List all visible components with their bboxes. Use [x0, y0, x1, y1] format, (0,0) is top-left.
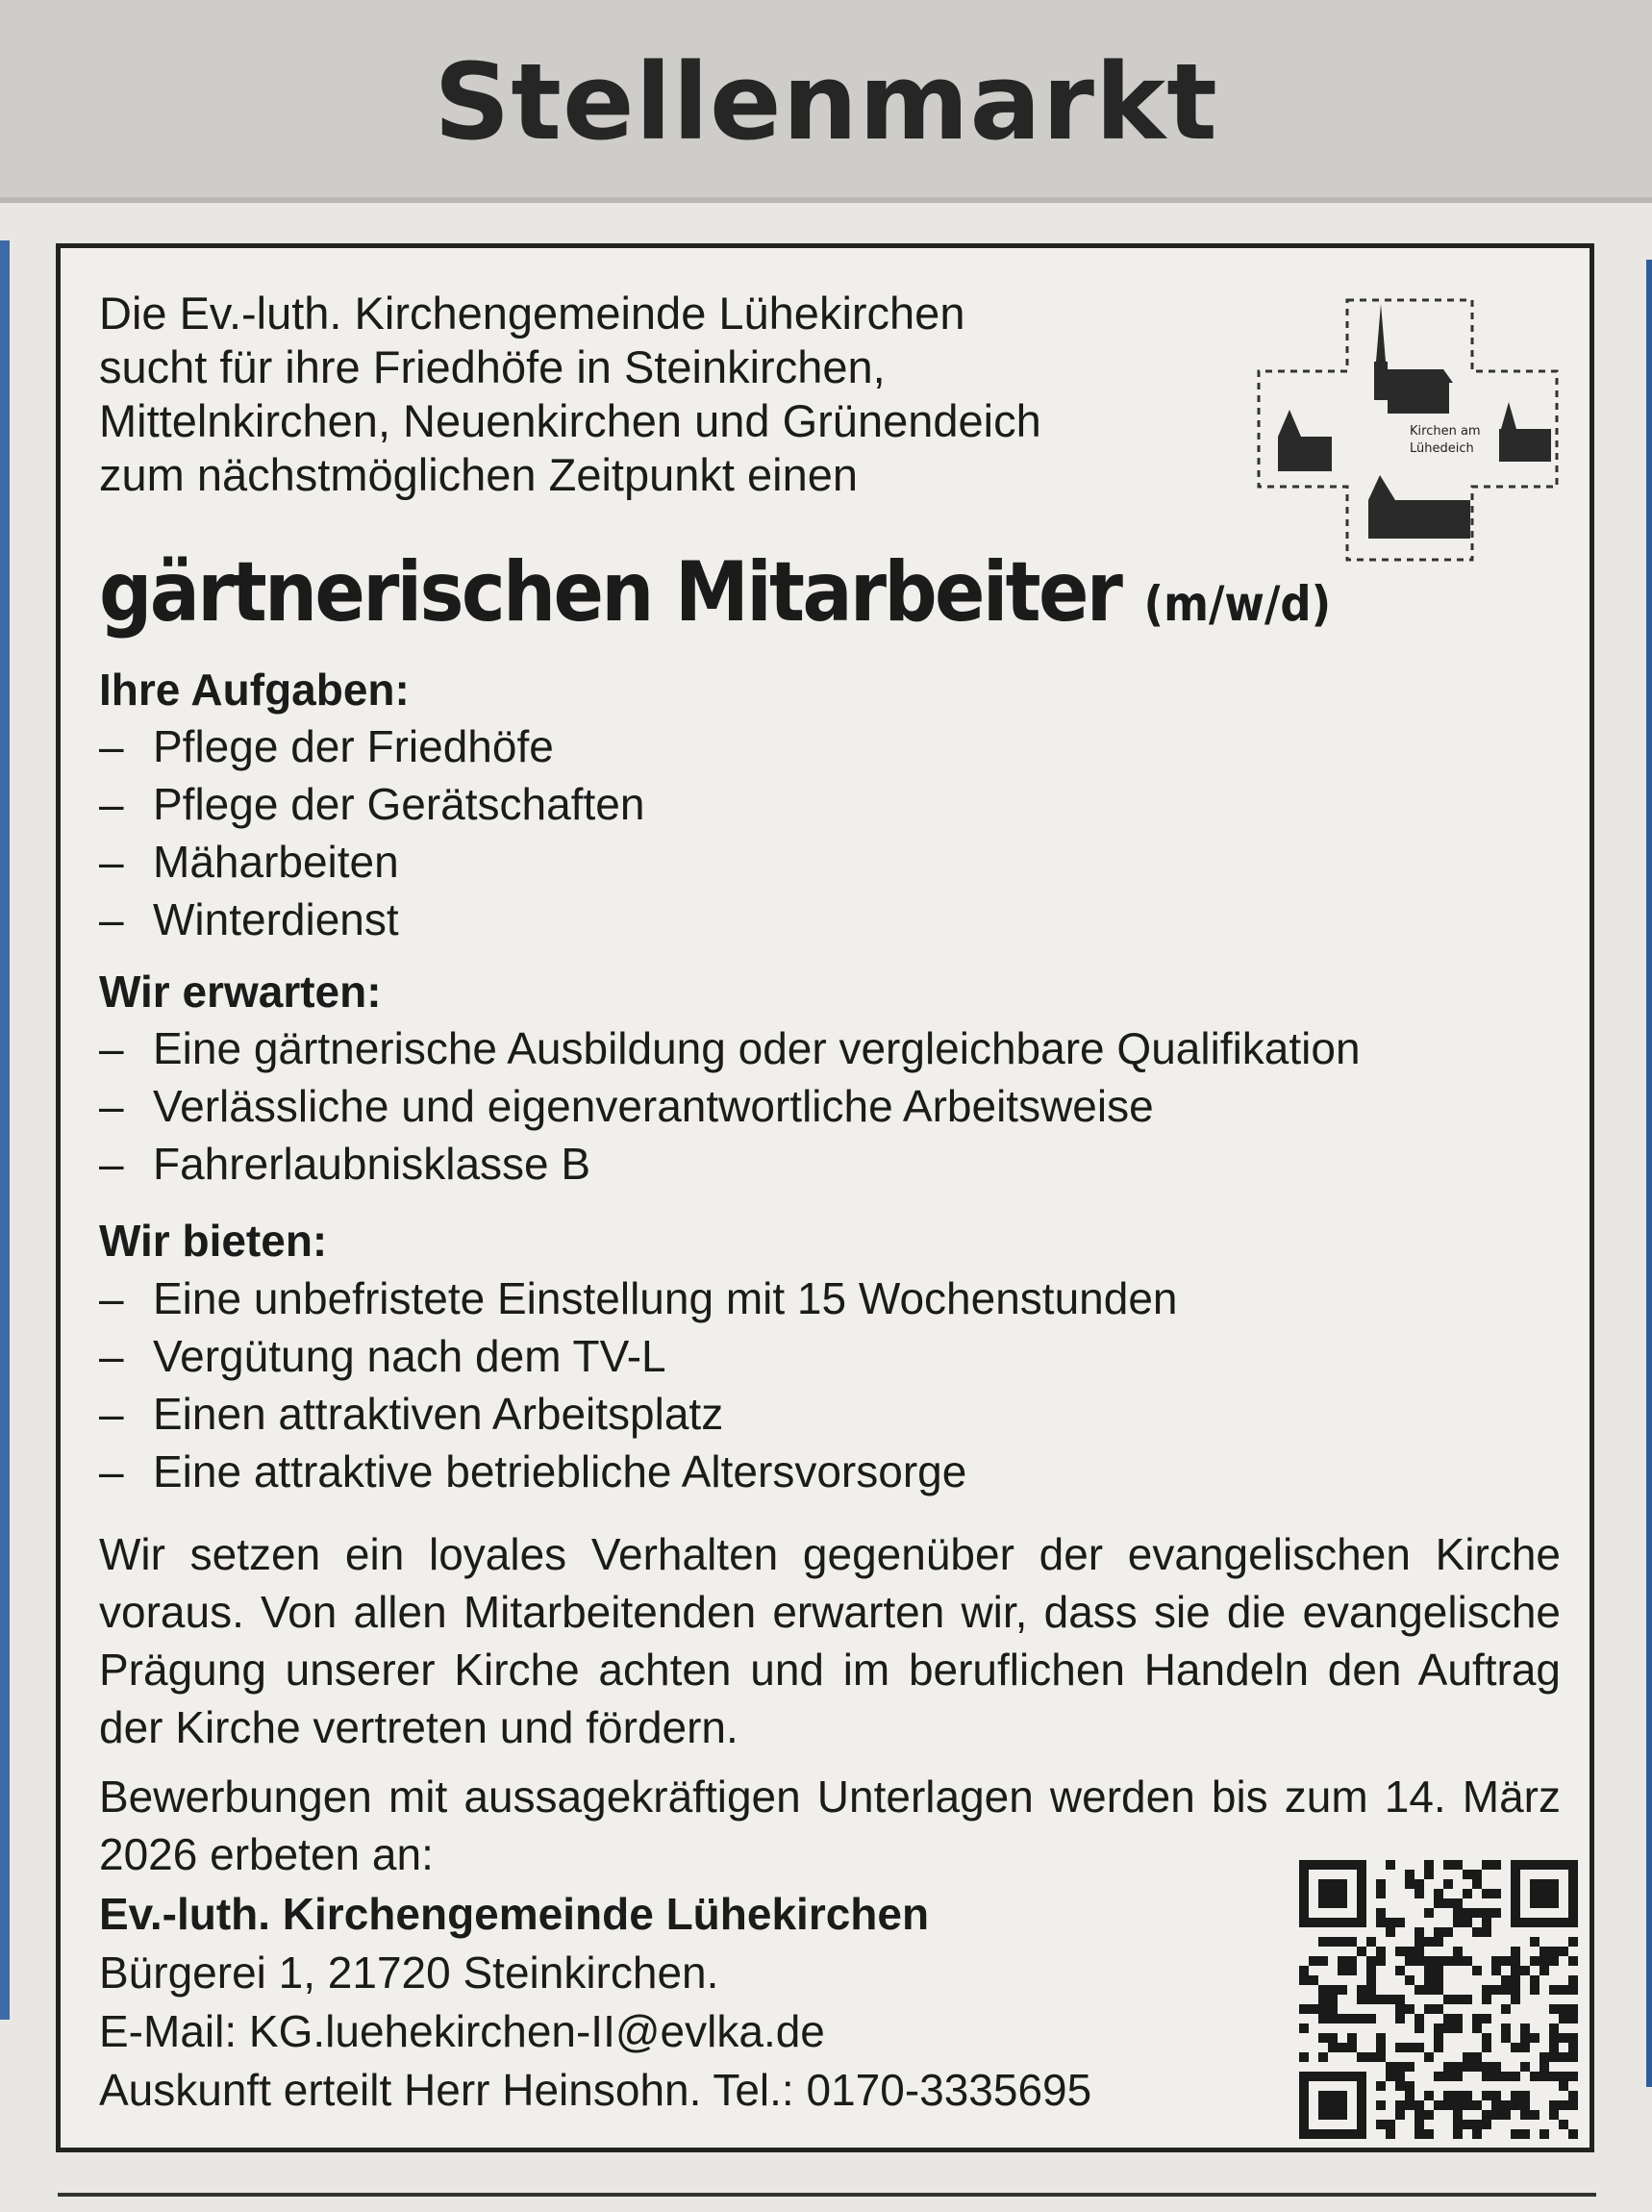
intro-line: Mittelnkirchen, Neuenkirchen und Grünendeich: [99, 395, 1041, 446]
intro-line: zum nächstmöglichen Zeitpunkt einen: [99, 449, 858, 500]
loyalty-paragraph: Wir setzen ein loyales Verhalten gegenüber der evangelischen Kirche voraus. Von allen Mitarbeitenden erwarten wir, dass sie die evangelische Prägung unserer Kirche achten und im beruflichen Handeln den Auftrag der Kirche vertreten und fördern.: [99, 1529, 1561, 1752]
job-title-text: gärtnerischen Mitarbeiter: [99, 544, 1121, 641]
expect-list: [99, 1019, 1361, 1193]
contact-address: Bürgerei 1, 21720 Steinkirchen.: [99, 1948, 719, 1998]
page-edge-strip-left: [0, 240, 10, 2020]
logo-text-2: Lühedeich: [1410, 441, 1474, 456]
contact-organization: Ev.-luth. Kirchengemeinde Lühekirchen: [99, 1889, 930, 1939]
contact-email[interactable]: E-Mail: KG.luehekirchen-II@evlka.de: [99, 2006, 825, 2056]
offer-list: [99, 1269, 1177, 1500]
list-item: – Einen attraktiven Arbeitsplatz: [99, 1389, 724, 1439]
bottom-rule: [58, 2193, 1596, 2197]
list-item: – Eine unbefristete Einstellung mit 15 Wochenstunden: [99, 1273, 1178, 1323]
job-title: [99, 544, 1331, 641]
church-cross-logo-icon: [1251, 294, 1568, 564]
contact-info: Auskunft erteilt Herr Heinsohn. Tel.: 0170-3335695: [99, 2065, 1092, 2115]
list-item: – Winterdienst: [99, 894, 399, 944]
offer-heading: Wir bieten:: [99, 1216, 328, 1266]
list-item: – Pflege der Friedhöfe: [99, 721, 554, 771]
list-item: – Verlässliche und eigenverantwortliche Arbeitsweise: [99, 1081, 1154, 1131]
logo-text-1: Kirchen am: [1410, 424, 1481, 439]
list-item: – Mäharbeiten: [99, 837, 399, 887]
page-edge-strip-right: [1646, 260, 1652, 2087]
section-title: Stellenmarkt: [434, 40, 1218, 163]
contact-block: [99, 1885, 1091, 2120]
section-header: [0, 0, 1652, 203]
intro-line: sucht für ihre Friedhöfe in Steinkirchen,: [99, 341, 886, 392]
list-item: – Eine gärtnerische Ausbildung oder vergleichbare Qualifikation: [99, 1023, 1361, 1073]
intro-text: [99, 287, 1041, 502]
qr-code-icon[interactable]: [1299, 1860, 1578, 2139]
list-item: – Pflege der Gerätschaften: [99, 779, 645, 829]
application-paragraph: Bewerbungen mit aussagekräftigen Unterlagen werden bis zum 14. März 2026 erbeten an:: [99, 1772, 1561, 1879]
list-item: – Fahrerlaubnisklasse B: [99, 1139, 591, 1189]
tasks-heading: Ihre Aufgaben:: [99, 665, 410, 715]
list-item: – Vergütung nach dem TV-L: [99, 1331, 666, 1381]
list-item: – Eine attraktive betriebliche Altersvorsorge: [99, 1446, 967, 1496]
intro-line: Die Ev.-luth. Kirchengemeinde Lühekirchen: [99, 288, 965, 339]
job-advertisement: [56, 243, 1594, 2152]
expect-heading: Wir erwarten:: [99, 967, 382, 1017]
job-gender-suffix: (m/w/d): [1143, 576, 1332, 632]
tasks-list: [99, 717, 644, 948]
